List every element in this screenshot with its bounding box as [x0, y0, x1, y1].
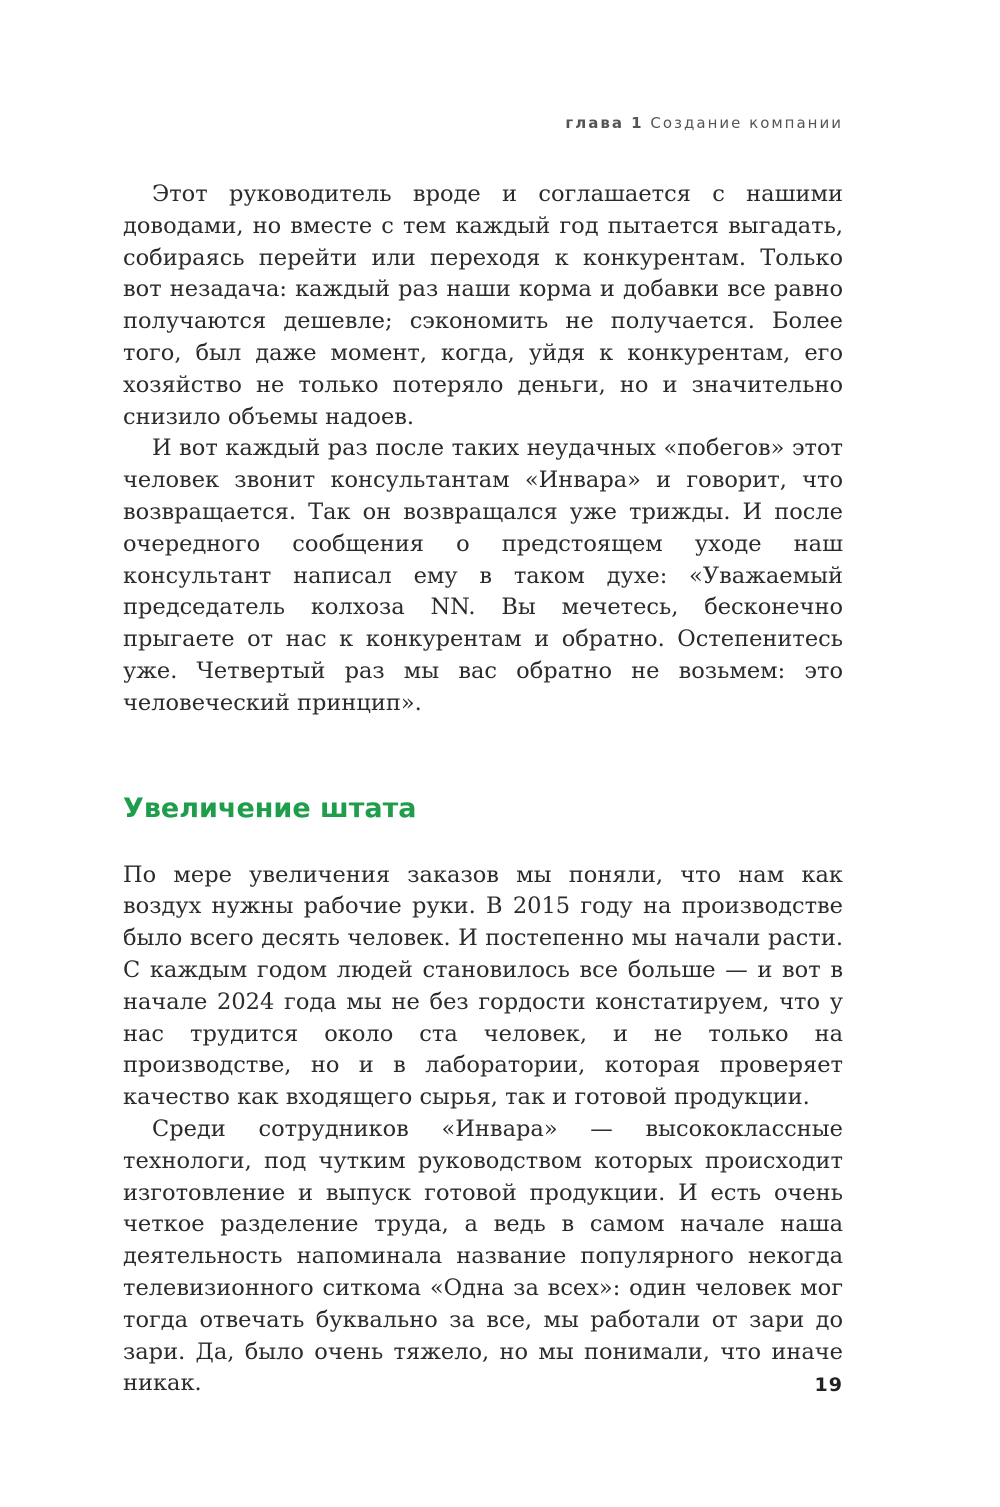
chapter-title: Создание компании — [650, 114, 843, 132]
page-content — [123, 179, 843, 1400]
chapter-label: глава 1 — [565, 114, 644, 132]
paragraph: По мере увеличения заказов мы поняли, что нам как воздух нужны рабочие руки. В 2015 году на производстве было всего десять человек. И постепенно мы начали расти. С каждым годом людей становилось все больше — и вот в начале 2024 года мы не без гордости констатируем, что у нас трудится около ста человек, и не только на производстве, но и в лаборатории, которая проверяет качество как входящего сырья, так и готовой продукции. — [123, 861, 843, 1111]
section-heading: Увеличение штата — [123, 792, 417, 824]
paragraph: И вот каждый раз после таких неудачных «побегов» этот человек звонит консультантам «Инвара» и говорит, что возвращается. Так он возвращался уже трижды. И после очередного сообщения о предстоящем уходе наш консультант написал ему в таком духе: «Уважаемый председатель колхоза NN. Вы мечетесь, бесконечно прыгаете от нас к конкурентам и обратно. Остепенитесь уже. Четвертый раз мы вас обратно не возьмем: это человеческий принцип». — [123, 435, 843, 716]
page-number: 19 — [814, 1374, 843, 1396]
paragraph: Среди сотрудников «Инвара» — высококлассные технологи, под чутким руководством которых происходит изготовление и выпуск готовой продукции. И есть очень четкое разделение труда, а ведь в самом начале наша деятельность напоминала название популярного некогда телевизионного ситкома «Одна за всех»: один человек мог тогда отвечать буквально за все, мы работали от зари до зари. Да, было очень тяжело, но мы понимали, что иначе никак. — [123, 1115, 843, 1397]
running-header — [565, 114, 843, 132]
paragraph: Этот руководитель вроде и соглашается с нашими доводами, но вместе с тем каждый год пытается выгадать, собираясь перейти или переходя к конкурентам. Только вот незадача: каждый раз наши корма и добавки все равно получаются дешевле; сэкономить не получается. Более того, был даже момент, когда, уйдя к конкурентам, его хозяйство не только потеряло деньги, но и значительно снизило объемы надоев. — [123, 181, 843, 430]
